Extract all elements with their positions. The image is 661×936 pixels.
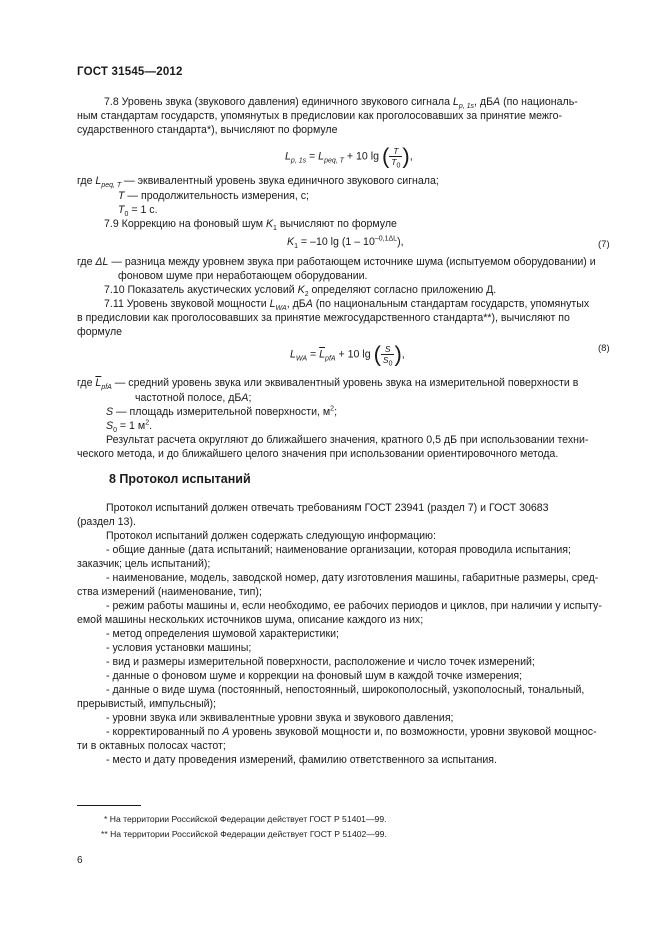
symbol: A bbox=[493, 96, 501, 108]
paren-close: ) bbox=[402, 143, 410, 169]
superscript: 2 bbox=[330, 405, 335, 413]
para-text: вычисляют по формуле bbox=[276, 218, 397, 230]
paragraph-7-8-line1 bbox=[104, 96, 578, 110]
para-text: = 1 с. bbox=[128, 204, 158, 216]
symbol: L bbox=[285, 150, 291, 163]
subscript: 1 bbox=[294, 243, 298, 251]
symbol: L bbox=[95, 175, 102, 187]
formula-text: = bbox=[306, 150, 319, 163]
paragraph-7-11-line1 bbox=[104, 298, 589, 312]
symbol: S bbox=[106, 406, 114, 418]
definition-line bbox=[77, 377, 578, 391]
para-text: ; bbox=[334, 406, 338, 418]
para-text: где bbox=[77, 175, 96, 187]
subscript: pfA bbox=[101, 384, 112, 392]
symbol: K bbox=[265, 218, 274, 230]
definition-line: фоновом шуме при неработающем оборудовании. bbox=[118, 270, 368, 282]
definition-line bbox=[106, 406, 337, 420]
para-text: — эквивалентный уровень звука единичного звукового сигнала; bbox=[121, 175, 439, 187]
formula-sound-power bbox=[290, 341, 405, 368]
fraction-numerator: T bbox=[389, 146, 402, 157]
list-item-continuation: ства измерений (наименование, тип); bbox=[77, 586, 262, 598]
symbol: A bbox=[305, 298, 313, 310]
symbol: S bbox=[106, 420, 114, 432]
subscript: peq, T bbox=[324, 157, 344, 165]
para-text: ; bbox=[248, 392, 252, 404]
formula-sound-level bbox=[285, 143, 413, 170]
result-line2: ческого метода, и до ближайшего целого значения при использовании ориентировочного метода. bbox=[77, 448, 559, 460]
formula-text: + 10 lg bbox=[335, 348, 374, 361]
symbol: A bbox=[241, 392, 249, 404]
para-text: 7.11 Уровень звуковой мощности bbox=[104, 298, 270, 310]
subscript: 2 bbox=[304, 291, 309, 299]
list-item-continuation: емой машины нескольких источников шума, описание каждого из них; bbox=[77, 614, 424, 626]
result-line1: Результат расчета округляют до ближайшего значения, кратного 0,5 дБ при использовании техни- bbox=[106, 434, 589, 446]
subscript: p, 1s bbox=[458, 103, 475, 111]
symbol: S bbox=[382, 355, 389, 365]
formula-text: , bbox=[401, 348, 405, 361]
list-item: - данные о виде шума (постоянный, непостоянный, широкополосный, узкополосный, тональный, bbox=[106, 684, 585, 696]
subscript: WA bbox=[275, 305, 287, 313]
list-item: - режим работы машины и, если необходимо, ее рабочих периодов и циклов, при наличии у испыту- bbox=[106, 600, 602, 612]
para-text: — площадь измерительной поверхности, м bbox=[113, 406, 331, 418]
list-item: - метод определения шумовой характеристики; bbox=[106, 628, 339, 640]
para-text: уровень звуковой мощности и, по возможности, уровни звуковой мощнос- bbox=[229, 726, 597, 738]
list-item: - наименование, модель, заводской номер, дату изготовления машины, габаритные размеры, сред- bbox=[106, 572, 599, 584]
subscript: peq, T bbox=[101, 182, 122, 190]
symbol: T bbox=[118, 190, 125, 202]
subscript: 0 bbox=[124, 211, 129, 219]
paren-open: ( bbox=[381, 143, 390, 169]
para-text: частотной полосе, дБ bbox=[135, 392, 242, 404]
fraction bbox=[381, 344, 395, 368]
definition-line bbox=[106, 420, 152, 434]
section8-para2: Протокол испытаний должен содержать следующую информацию: bbox=[106, 530, 436, 542]
symbol: K bbox=[297, 284, 305, 296]
list-item-continuation: прерывистый, импульсный); bbox=[77, 698, 216, 710]
para-text: определяют согласно приложению Д. bbox=[308, 284, 497, 296]
list-item: - условия установки машины; bbox=[106, 642, 252, 654]
para-text: (по националь- bbox=[500, 96, 578, 108]
definition-line bbox=[135, 392, 251, 406]
para-text: . bbox=[149, 420, 153, 432]
para-text: где bbox=[77, 377, 96, 389]
paragraph-7-10 bbox=[104, 284, 496, 298]
para-text: 7.8 Уровень звука (звукового давления) единичного звукового сигнала bbox=[104, 96, 453, 108]
fraction-denominator bbox=[381, 355, 395, 368]
paragraph-7-8-line3: сударственного стандарта*), вычисляют по формуле bbox=[77, 124, 338, 136]
definition-line bbox=[118, 190, 309, 204]
superscript: 2 bbox=[145, 419, 150, 427]
subscript: p, 1s bbox=[290, 157, 307, 165]
document-header: ГОСТ 31545—2012 bbox=[77, 66, 183, 78]
superscript: –0,1ΔL bbox=[374, 235, 398, 243]
subscript: pfA bbox=[325, 355, 336, 363]
list-item bbox=[106, 726, 597, 740]
symbol: T bbox=[391, 157, 397, 167]
symbol: T bbox=[118, 204, 125, 216]
symbol: ΔL bbox=[95, 256, 109, 268]
paren-open: ( bbox=[373, 341, 381, 367]
paragraph-7-9 bbox=[104, 218, 397, 232]
footnote-divider bbox=[77, 805, 141, 806]
list-item: - общие данные (дата испытаний; наименование организации, которая проводила испытания; bbox=[106, 544, 571, 556]
footnote-2: ** На территории Российской Федерации действует ГОСТ Р 51402—99. bbox=[101, 829, 387, 839]
formula-text: ), bbox=[397, 236, 404, 248]
section8-para1-line2: (раздел 13). bbox=[77, 516, 136, 528]
subscript: 1 bbox=[273, 225, 277, 233]
symbol: A bbox=[222, 726, 230, 738]
page-number: 6 bbox=[77, 855, 83, 866]
para-text: , дБ bbox=[286, 298, 306, 310]
list-item: - данные о фоновом шуме и коррекции на фоновый шум в каждой точке измерения; bbox=[106, 670, 523, 682]
paragraph-7-8-line2: ным стандартам государств, упомянутых в предисловии как проголосовавших за принятие межго- bbox=[77, 110, 563, 122]
section8-para1-line1: Протокол испытаний должен отвечать требованиям ГОСТ 23941 (раздел 7) и ГОСТ 30683 bbox=[106, 502, 549, 514]
footnote-1: * На территории Российской Федерации действует ГОСТ Р 51401—99. bbox=[104, 814, 387, 824]
list-item-continuation: заказчик; цель испытаний); bbox=[77, 558, 211, 570]
symbol: L bbox=[290, 348, 296, 361]
para-text: , дБ bbox=[474, 96, 494, 108]
subscript: 0 bbox=[113, 427, 117, 435]
para-text: 7.10 Показатель акустических условий bbox=[104, 284, 298, 296]
formula-text: = –10 lg (1 – 10 bbox=[297, 236, 375, 248]
equation-number: (8) bbox=[598, 343, 610, 354]
fraction bbox=[389, 146, 402, 170]
symbol: $\overline{L}$ bbox=[319, 348, 326, 361]
para-text: — средний уровень звука или эквивалентный уровень звука на измерительной поверхности в bbox=[111, 377, 579, 389]
fraction-denominator bbox=[389, 157, 402, 170]
symbol: L bbox=[318, 150, 325, 163]
formula-background-correction bbox=[287, 236, 404, 250]
subscript: 0 bbox=[388, 360, 393, 368]
para-text: где bbox=[77, 256, 96, 268]
subscript: WA bbox=[295, 355, 308, 363]
para-text: 7.9 Коррекцию на фоновый шум bbox=[104, 218, 266, 230]
equation-number: (7) bbox=[598, 239, 610, 250]
paren-close: ) bbox=[394, 341, 402, 367]
symbol: L bbox=[269, 298, 276, 310]
formula-text: + 10 lg bbox=[343, 150, 382, 163]
list-item-continuation: ти в октавных полосах частот; bbox=[77, 740, 226, 752]
definition-line bbox=[118, 204, 158, 218]
para-text: (по национальным стандартам государств, упомянутых bbox=[312, 298, 590, 310]
definition-line bbox=[77, 175, 439, 189]
formula-text: = bbox=[307, 348, 320, 361]
list-item: - место и дату проведения измерений, фамилию ответственного за испытания. bbox=[106, 754, 497, 766]
symbol: K bbox=[287, 236, 295, 248]
section-title: 8 Протокол испытаний bbox=[109, 472, 251, 486]
paragraph-7-11-line2: в предисловии как проголосовавших за принятие межгосударственного стандарта**), вычисляют по bbox=[77, 312, 570, 324]
fraction-numerator: S bbox=[381, 344, 395, 355]
para-text: — продолжительность измерения, с; bbox=[124, 190, 309, 202]
symbol: L bbox=[452, 96, 459, 108]
para-text: - корректированный по bbox=[106, 726, 223, 738]
formula-text: , bbox=[409, 150, 413, 163]
subscript: 0 bbox=[396, 162, 401, 170]
list-item: - вид и размеры измерительной поверхности, расположение и число точек измерений; bbox=[106, 656, 535, 668]
symbol: $\overline{L}$ bbox=[95, 377, 102, 389]
list-item: - уровни звука или эквивалентные уровни звука и звукового давления; bbox=[106, 712, 454, 724]
para-text: — разница между уровнем звука при работающем источнике шума (испытуемом оборудовании) и bbox=[108, 256, 596, 268]
para-text: = 1 м bbox=[116, 420, 146, 432]
paragraph-7-11-line3: формуле bbox=[77, 326, 123, 338]
definition-line bbox=[77, 256, 596, 270]
